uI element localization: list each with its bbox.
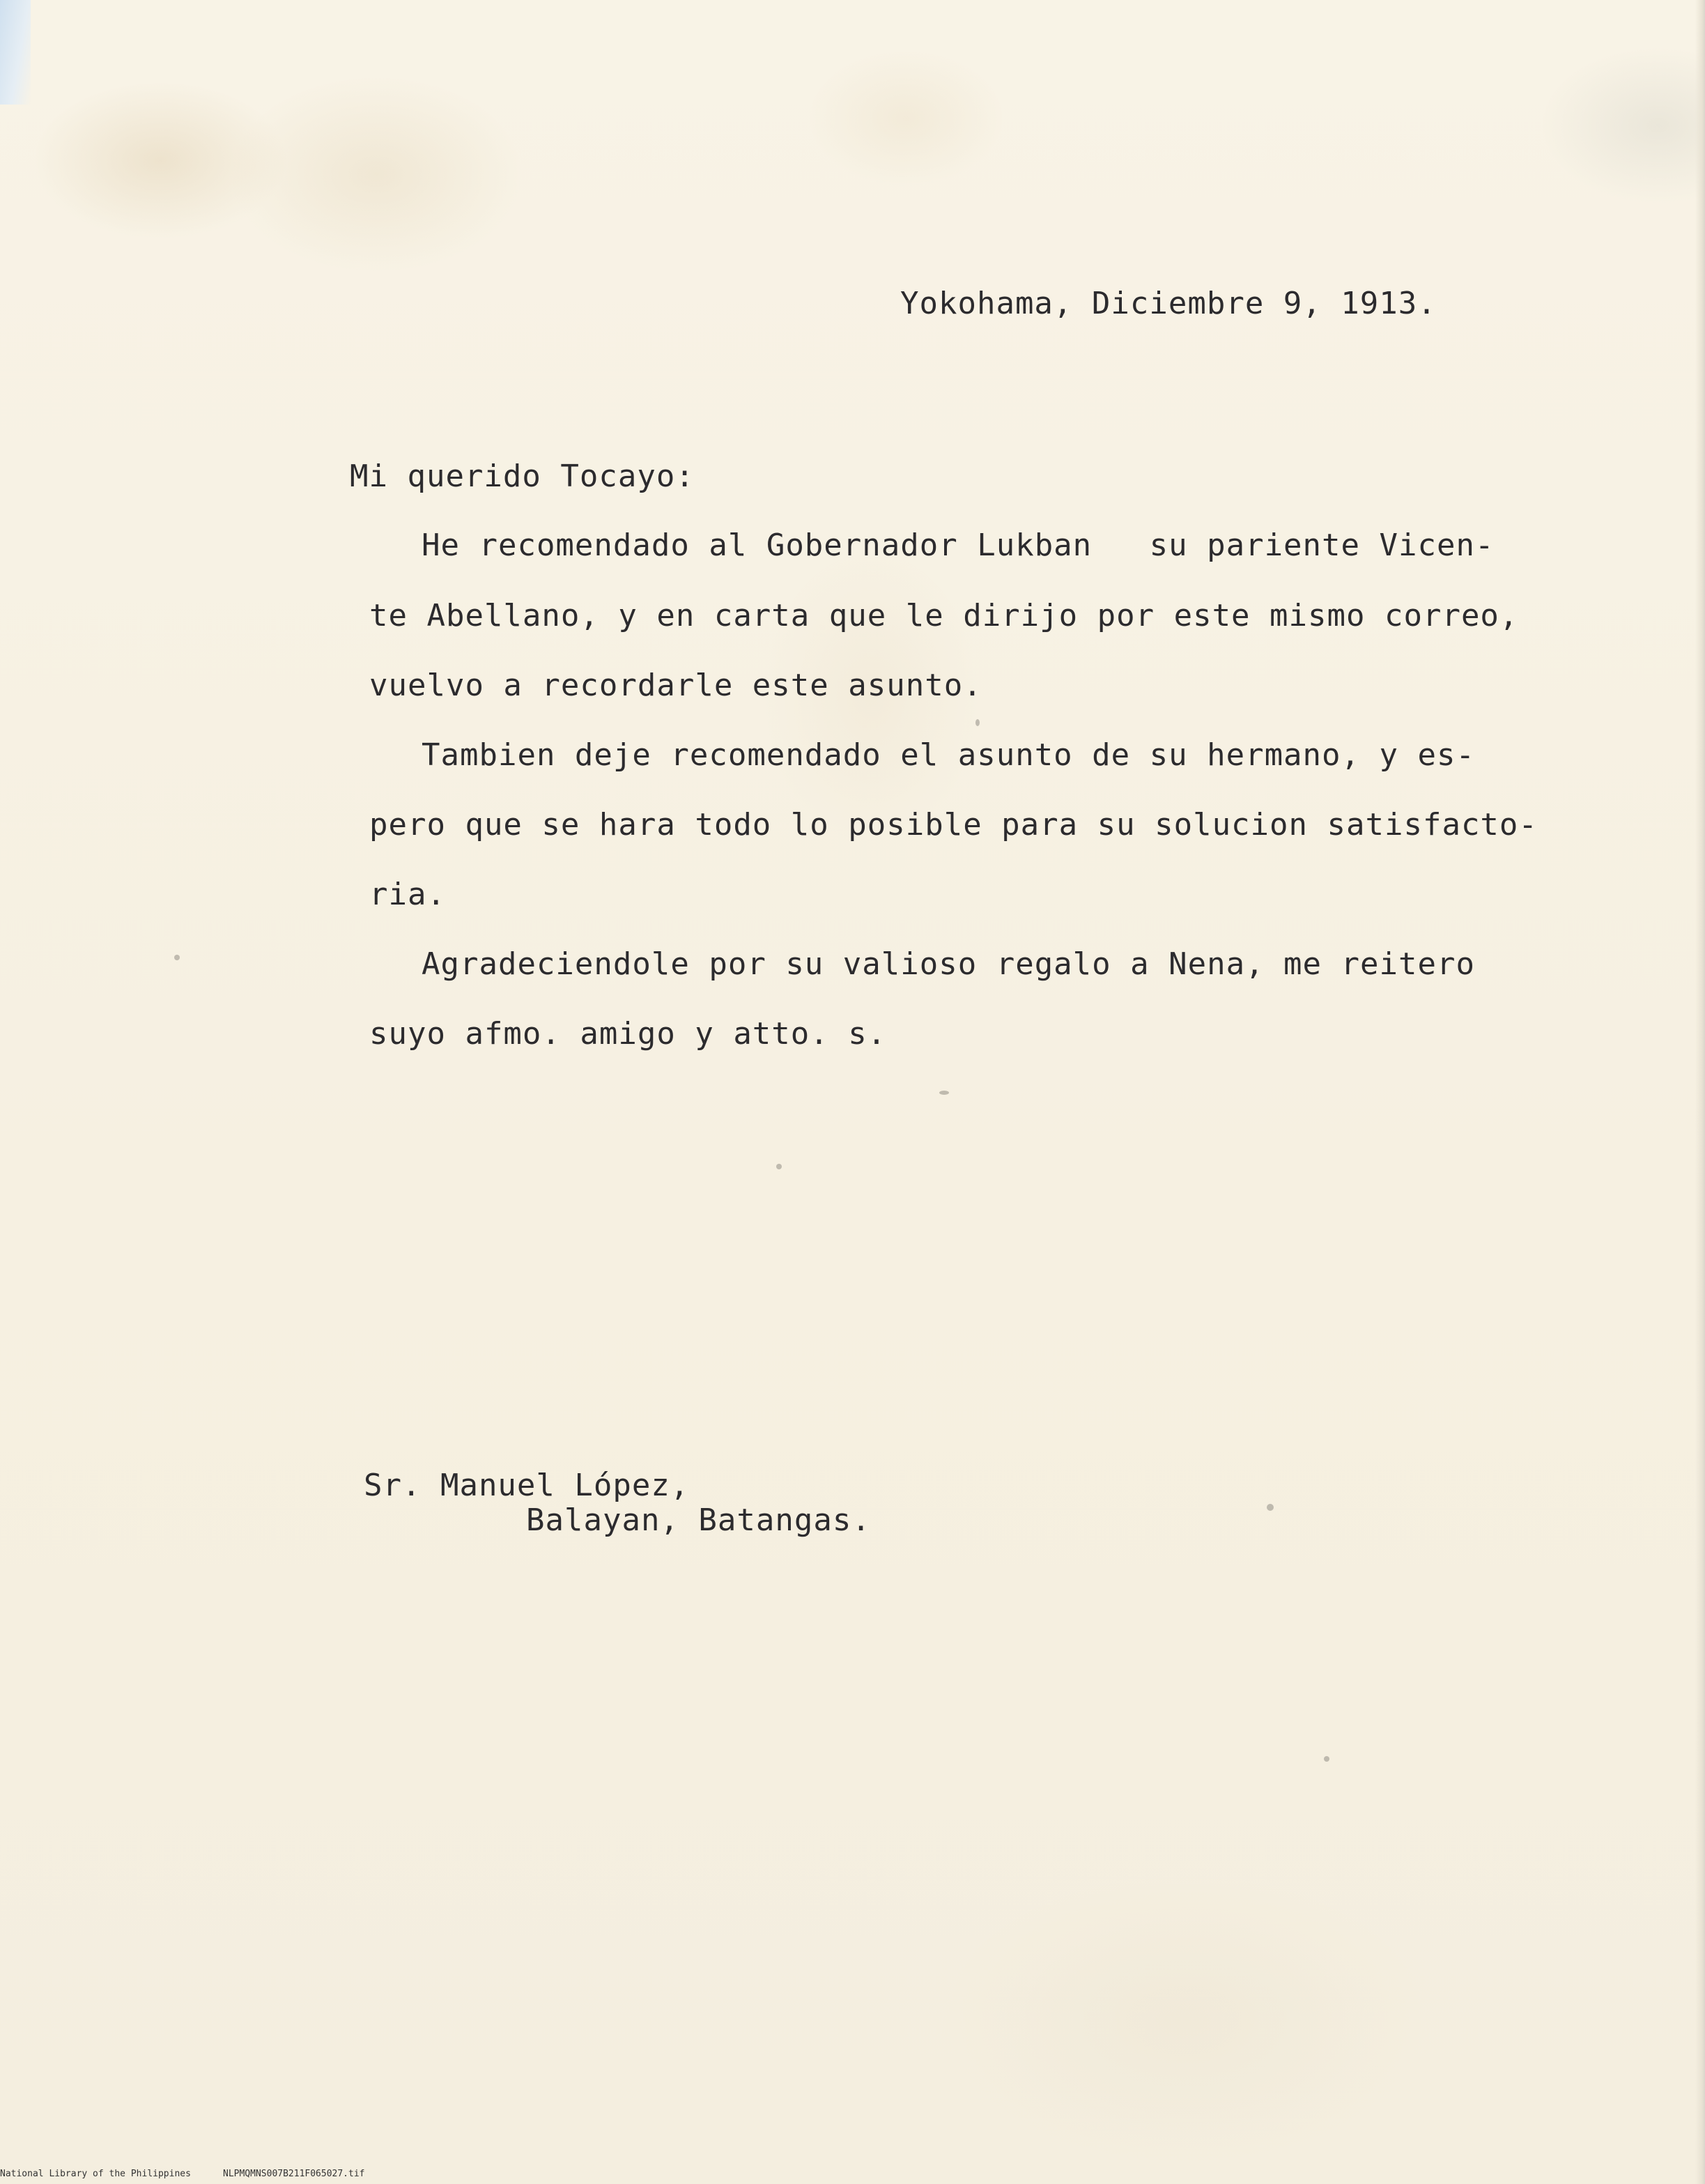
paragraph-1-line-2: te Abellano, y en carta que le dirijo por este mismo correo, bbox=[369, 598, 1519, 633]
paper-right-edge bbox=[1695, 0, 1705, 2184]
salutation: Mi querido Tocayo: bbox=[350, 459, 695, 494]
footer-institution: National Library of the Philippines bbox=[0, 2169, 191, 2179]
paragraph-2-line-3: ria. bbox=[369, 877, 446, 912]
paper-speck bbox=[776, 1164, 782, 1169]
footer-filename: NLPMQMNS007B211F065027.tif bbox=[223, 2169, 365, 2179]
addressee-place: Balayan, Batangas. bbox=[526, 1502, 871, 1538]
paper-speck bbox=[174, 955, 180, 960]
paper-corner-tear bbox=[0, 0, 31, 105]
paper-speck bbox=[975, 719, 980, 726]
paper-speck bbox=[1324, 1756, 1329, 1762]
paragraph-2-line-1: Tambien deje recomendado el asunto de su hermano, y es- bbox=[422, 737, 1475, 773]
paper-speck bbox=[939, 1091, 949, 1095]
paragraph-3-line-1: Agradeciendole por su valioso regalo a Nena, me reitero bbox=[422, 946, 1475, 982]
addressee-name: Sr. Manuel López, bbox=[364, 1468, 690, 1503]
dateline: Yokohama, Diciembre 9, 1913. bbox=[900, 286, 1437, 321]
paragraph-1-line-1: He recomendado al Gobernador Lukban su pariente Vicen- bbox=[422, 528, 1495, 563]
paragraph-3-line-2: suyo afmo. amigo y atto. s. bbox=[369, 1016, 887, 1052]
paragraph-2-line-2: pero que se hara todo lo posible para su solucion satisfacto- bbox=[369, 807, 1538, 843]
paragraph-1-line-3: vuelvo a recordarle este asunto. bbox=[369, 668, 982, 703]
paper-speck bbox=[1267, 1504, 1274, 1511]
